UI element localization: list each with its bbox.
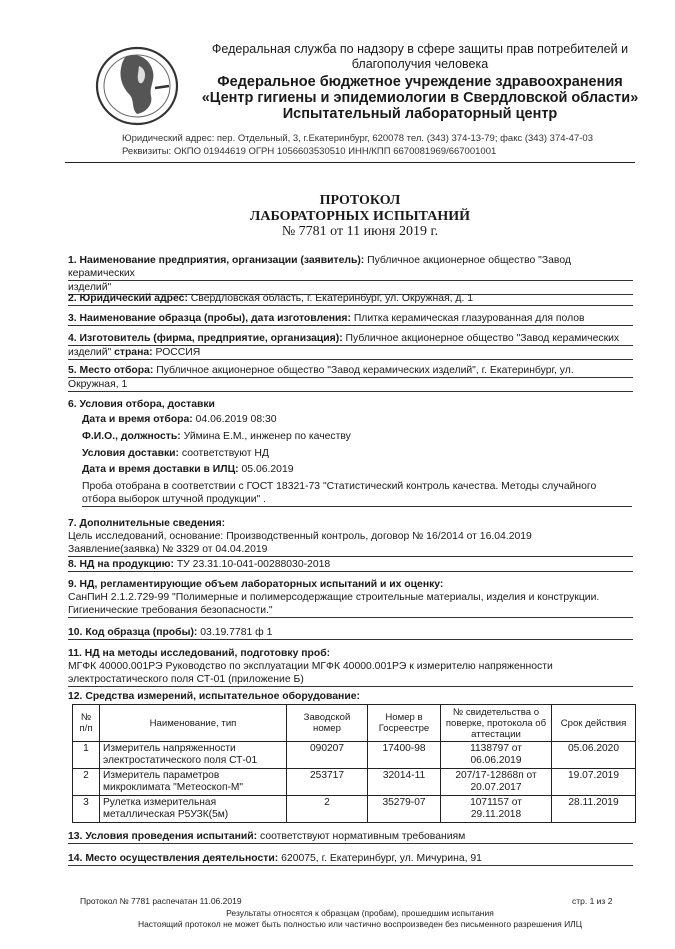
section-2-value: Свердловская область, г. Екатеринбург, ул. Окружная, д. 1 xyxy=(187,293,474,304)
equipment-table-header xyxy=(73,705,636,742)
section-1-value-cont: изделий" xyxy=(68,281,633,295)
delivery-date-label: Дата и время доставки в ИЛЦ: xyxy=(82,464,239,475)
sampling-note-line-1: Проба отобрана в соответствии с ГОСТ 18321-73 "Статистический контроль качества. Методы случайного xyxy=(82,481,597,492)
sampling-note xyxy=(82,480,632,507)
section-5-value: Публичное акционерное общество "Завод керамических изделий", г. Екатеринбург, ул. xyxy=(153,365,574,376)
protocol-number: № 7781 от 11 июня 2019 г. xyxy=(281,224,439,239)
row-certificate: 1071157 от 29.11.2018 xyxy=(441,796,552,823)
row-serial: 090207 xyxy=(287,742,368,769)
section-2 xyxy=(68,292,633,306)
section-9-line-1: СанПиН 2.1.2.729-99 "Полимерные и полимерсодержащие строительные материалы, изделия и конструкции. xyxy=(68,592,600,603)
section-4-value: Публичное акционерное общество "Завод керамических xyxy=(342,333,620,344)
section-9 xyxy=(68,578,633,618)
section-7-line-1: Цель исследований, основание: Производственный контроль, договор № 16/2014 от 16.04.2019 xyxy=(68,531,532,542)
row-registry: 32014-11 xyxy=(368,769,441,796)
section-9-line-2: Гигиенические требования безопасности." xyxy=(68,604,633,618)
row-number: 1 xyxy=(73,742,100,769)
footer-printed: Протокол № 7781 распечатан 11.06.2019 xyxy=(80,896,242,906)
organization-logo xyxy=(93,38,185,130)
agency-line-1: Федеральная служба по надзору в сфере защиты прав потребителей и xyxy=(211,42,629,56)
table-row xyxy=(73,769,636,796)
sampling-note-line-2: отбора выборок штучной продукции" . xyxy=(82,493,632,507)
sampling-date-row xyxy=(82,413,632,426)
col-validity: Срок действия xyxy=(552,705,636,742)
responsible-value: Уймина Е.М., инженер по качеству xyxy=(180,431,351,442)
section-13-value: соответствуют нормативным требованиям xyxy=(257,831,466,842)
row-certificate: 207/17-12868п от 20.07.2017 xyxy=(441,769,552,796)
agency-line-2: благополучия человека xyxy=(351,57,489,71)
section-7 xyxy=(68,517,633,557)
section-6-label-row xyxy=(68,398,633,411)
section-4 xyxy=(68,332,633,360)
row-name: Измеритель параметров микроклимата "Метеоскоп-М" xyxy=(100,769,287,796)
header-divider xyxy=(65,162,635,163)
section-12-label: 12. Средства измерений, испытательное оборудование: xyxy=(68,691,360,702)
section-7-line-2: Заявление(заявка) № 3329 от 04.04.2019 xyxy=(68,543,633,557)
section-7-label: 7. Дополнительные сведения: xyxy=(68,518,226,529)
section-5-label: 5. Место отбора: xyxy=(68,365,154,376)
section-8 xyxy=(68,558,633,572)
section-12 xyxy=(68,690,633,703)
row-certificate: 1138797 от 06.06.2019 xyxy=(441,742,552,769)
responsible-row xyxy=(82,430,632,443)
delivery-conditions-row xyxy=(82,447,632,460)
col-number: № п/п xyxy=(73,705,100,742)
section-14-value: 620075, г. Екатеринбург, ул. Мичурина, 91 xyxy=(278,853,482,864)
section-8-label: 8. НД на продукцию: xyxy=(68,559,174,570)
section-5 xyxy=(68,364,633,392)
row-validity: 19.07.2019 xyxy=(552,769,636,796)
section-10 xyxy=(68,626,633,640)
section-3-label: 3. Наименование образца (пробы), дата изготовления: xyxy=(68,313,351,324)
table-row xyxy=(73,742,636,769)
equipment-table xyxy=(72,704,636,823)
footer-note-2: Настоящий протокол не может быть полностью или частично воспроизведен без письменного разрешения ИЛЦ xyxy=(137,919,583,929)
agency-name xyxy=(190,42,650,72)
row-serial: 253717 xyxy=(287,769,368,796)
legal-address: Юридический адрес: пер. Отдельный, 3, г.Екатеринбург, 620078 тел. (343) 374-13-79; факс (343) 374-47-03 xyxy=(122,133,593,144)
row-serial: 2 xyxy=(287,796,368,823)
section-4-value-cont: изделий" xyxy=(68,347,112,358)
section-3-value: Плитка керамическая глазурованная для полов xyxy=(350,313,585,324)
section-4-label: 4. Изготовитель (фирма, предприятие, организация): xyxy=(68,333,343,344)
sampling-date-label: Дата и время отбора: xyxy=(82,414,193,425)
col-registry: Номер в Госреестре xyxy=(368,705,441,742)
requisites: Реквизиты: ОКПО 01944619 ОГРН 1056603530510 ИНН/КПП 6670081969/667001001 xyxy=(122,146,497,157)
country-label: страна: xyxy=(111,347,153,358)
country-value: РОССИЯ xyxy=(152,347,201,358)
row-number: 3 xyxy=(73,796,100,823)
section-11 xyxy=(68,647,633,687)
delivery-conditions-label: Условия доставки: xyxy=(82,448,180,459)
col-certificate: № свидетельства о поверке, протокола об аттестации xyxy=(441,705,552,742)
sampling-date-value: 04.06.2019 08:30 xyxy=(192,414,277,425)
section-10-value: 03.19.7781 ф 1 xyxy=(197,627,273,638)
institution-line-3: Испытательный лабораторный центр xyxy=(282,106,558,122)
footer-note-1: Результаты относятся к образцам (пробам), прошедшим испытания xyxy=(226,908,494,918)
delivery-conditions-value: соответствуют НД xyxy=(179,448,269,459)
row-number: 2 xyxy=(73,769,100,796)
section-11-line-2: электростатического поля СТ-01 (приложение Б) xyxy=(68,673,633,687)
section-11-line-1: МГФК 40000.001РЭ Руководство по эксплуатации МГФК 40000.001РЭ к измерителю напряженности xyxy=(68,661,553,672)
row-registry: 35279-07 xyxy=(368,796,441,823)
section-9-label: 9. НД, регламентирующие объем лабораторных испытаний и их оценку: xyxy=(68,579,444,590)
section-1-value: Публичное акционерное общество "Завод керамических xyxy=(68,255,571,279)
responsible-label: Ф.И.О., должность: xyxy=(82,431,181,442)
section-10-label: 10. Код образца (пробы): xyxy=(68,627,198,638)
table-row xyxy=(73,796,636,823)
protocol-title: ПРОТОКОЛ xyxy=(319,193,401,208)
section-14-label: 14. Место осуществления деятельности: xyxy=(68,853,279,864)
section-1 xyxy=(68,254,633,295)
section-1-label: 1. Наименование предприятия, организации (заявитель): xyxy=(68,255,365,266)
col-name: Наименование, тип xyxy=(100,705,287,742)
col-serial: Заводской номер xyxy=(287,705,368,742)
row-validity: 28.11.2019 xyxy=(552,796,636,823)
section-5-value-cont: Окружная, 1 xyxy=(68,378,633,392)
delivery-date-value: 05.06.2019 xyxy=(238,464,294,475)
section-11-label: 11. НД на методы исследований, подготовку проб: xyxy=(68,648,331,659)
section-13-label: 13. Условия проведения испытаний: xyxy=(68,831,258,842)
footer-page-number: стр. 1 из 2 xyxy=(572,896,613,906)
row-validity: 05.06.2020 xyxy=(552,742,636,769)
section-14 xyxy=(68,852,633,866)
institution-line-2: «Центр гигиены и эпидемиологии в Свердловской области» xyxy=(201,90,639,106)
section-3 xyxy=(68,312,633,326)
delivery-date-row xyxy=(82,463,632,476)
protocol-subtitle: ЛАБОРАТОРНЫХ ИСПЫТАНИЙ xyxy=(249,209,471,224)
section-13 xyxy=(68,830,633,844)
row-registry: 17400-98 xyxy=(368,742,441,769)
row-name: Рулетка измерительная металлическая Р5УЗК(5м) xyxy=(100,796,287,823)
institution-line-1: Федеральное бюджетное учреждение здравоохранения xyxy=(217,74,623,90)
section-8-value: ТУ 23.31.10-041-00288030-2018 xyxy=(173,559,331,570)
row-name: Измеритель напряженности электростатического поля СТ-01 xyxy=(100,742,287,769)
section-2-label: 2. Юридический адрес: xyxy=(68,293,188,304)
section-6-label: 6. Условия отбора, доставки xyxy=(68,399,215,410)
institution-name xyxy=(190,74,650,122)
